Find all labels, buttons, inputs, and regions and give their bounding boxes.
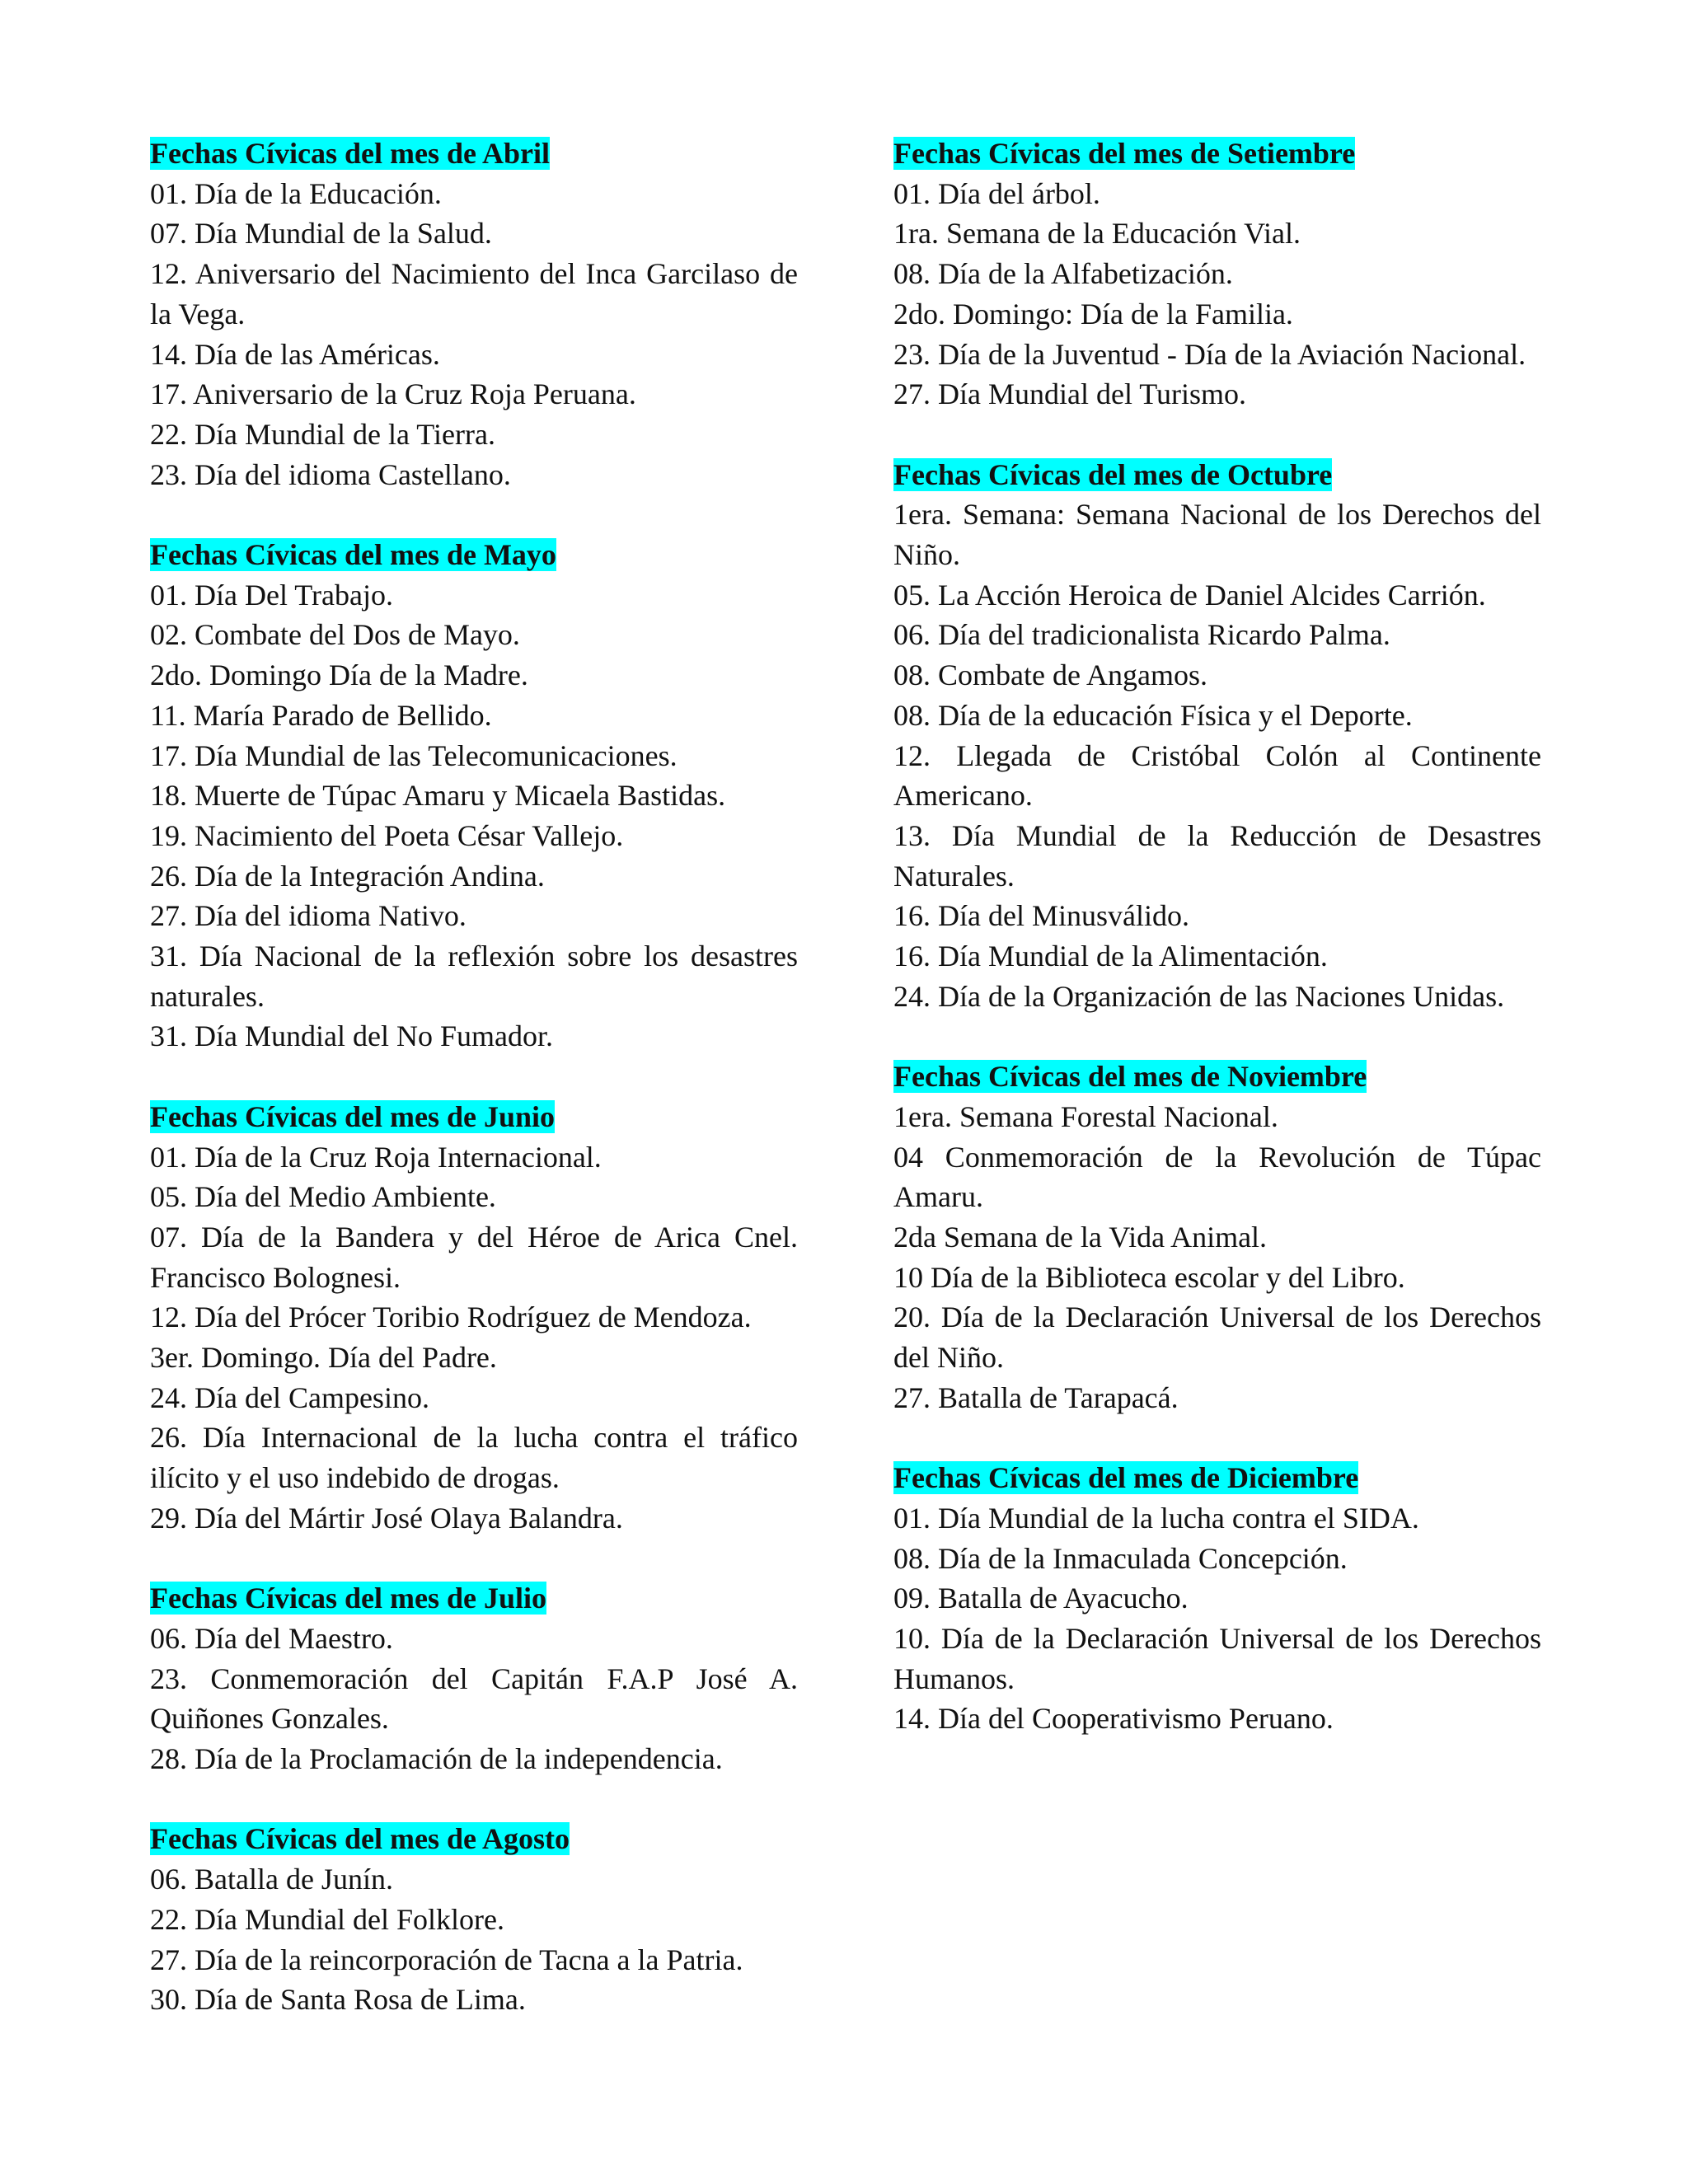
date-entry: 06. Día del Maestro. bbox=[150, 1621, 393, 1655]
date-entry: 02. Combate del Dos de Mayo. bbox=[150, 618, 520, 652]
date-list bbox=[893, 494, 1541, 1016]
section-heading bbox=[893, 455, 1541, 495]
section-heading bbox=[893, 1458, 1541, 1498]
section-heading bbox=[150, 1819, 798, 1859]
date-entry: 27. Día del idioma Nativo. bbox=[150, 899, 467, 933]
date-list bbox=[150, 1137, 798, 1539]
date-entry: 27. Batalla de Tarapacá. bbox=[893, 1380, 1179, 1414]
month-section bbox=[150, 134, 798, 494]
date-entry: 2do. Domingo: Día de la Familia. bbox=[893, 297, 1293, 330]
section-heading-text: Fechas Cívicas del mes de Abril bbox=[150, 137, 550, 170]
date-entry: 08. Combate de Angamos. bbox=[893, 658, 1207, 692]
date-entry: 01. Día Mundial de la lucha contra el SIDA. bbox=[893, 1501, 1419, 1535]
section-heading bbox=[150, 134, 798, 174]
date-entry: 2da Semana de la Vida Animal. bbox=[893, 1220, 1268, 1254]
date-entry: 09. Batalla de Ayacucho. bbox=[893, 1582, 1189, 1615]
date-entry: 07. Día de la Bandera y del Héroe de Arica Cnel. Francisco Bolognesi. bbox=[150, 1220, 798, 1294]
date-entry: 10. Día de la Declaración Universal de los Derechos Humanos. bbox=[893, 1621, 1541, 1695]
date-entry: 27. Día Mundial del Turismo. bbox=[893, 377, 1247, 411]
date-entry: 12. Día del Prócer Toribio Rodríguez de Mendoza. bbox=[150, 1301, 752, 1334]
date-entry: 1ra. Semana de la Educación Vial. bbox=[893, 217, 1301, 251]
month-section bbox=[893, 1057, 1541, 1418]
month-section bbox=[893, 455, 1541, 1017]
section-heading-text: Fechas Cívicas del mes de Agosto bbox=[150, 1822, 570, 1856]
date-entry: 31. Día Nacional de la reflexión sobre los desastres naturales. bbox=[150, 940, 798, 1013]
date-entry: 01. Día del árbol. bbox=[893, 176, 1100, 210]
date-entry: 30. Día de Santa Rosa de Lima. bbox=[150, 1983, 526, 2017]
date-entry: 08. Día de la Alfabetización. bbox=[893, 257, 1233, 291]
date-entry: 1era. Semana: Semana Nacional de los Derechos del Niño. bbox=[893, 498, 1541, 572]
date-entry: 06. Batalla de Junín. bbox=[150, 1863, 393, 1896]
date-entry: 23. Día de la Juventud - Día de la Aviación Nacional. bbox=[893, 337, 1526, 371]
date-entry: 29. Día del Mártir José Olaya Balandra. bbox=[150, 1501, 623, 1535]
section-heading-text: Fechas Cívicas del mes de Diciembre bbox=[893, 1461, 1359, 1495]
date-list bbox=[893, 174, 1541, 415]
month-section bbox=[150, 535, 798, 1057]
date-entry: 22. Día Mundial del Folklore. bbox=[150, 1902, 504, 1936]
date-entry: 05. La Acción Heroica de Daniel Alcides Carrión. bbox=[893, 578, 1486, 612]
date-entry: 17. Aniversario de la Cruz Roja Peruana. bbox=[150, 377, 636, 411]
date-entry: 04 Conmemoración de la Revolución de Túpac Amaru. bbox=[893, 1140, 1541, 1214]
date-entry: 27. Día de la reincorporación de Tacna a la Patria. bbox=[150, 1943, 743, 1976]
section-heading-text: Fechas Cívicas del mes de Julio bbox=[150, 1582, 546, 1615]
section-heading bbox=[893, 1057, 1541, 1097]
month-section bbox=[893, 1458, 1541, 1739]
date-entry: 31. Día Mundial del No Fumador. bbox=[150, 1019, 553, 1053]
date-entry: 19. Nacimiento del Poeta César Vallejo. bbox=[150, 818, 624, 852]
date-entry: 24. Día del Campesino. bbox=[150, 1380, 429, 1414]
date-list bbox=[150, 1859, 798, 2020]
date-entry: 12. Llegada de Cristóbal Colón al Continente Americano. bbox=[893, 738, 1541, 813]
date-list bbox=[150, 575, 798, 1057]
date-entry: 13. Día Mundial de la Reducción de Desastres Naturales. bbox=[893, 818, 1541, 893]
date-entry: 10 Día de la Biblioteca escolar y del Libro. bbox=[893, 1260, 1405, 1294]
date-entry: 01. Día de la Cruz Roja Internacional. bbox=[150, 1140, 602, 1174]
date-entry: 28. Día de la Proclamación de la independencia. bbox=[150, 1742, 723, 1776]
date-entry: 08. Día de la Inmaculada Concepción. bbox=[893, 1541, 1348, 1575]
date-entry: 1era. Semana Forestal Nacional. bbox=[893, 1099, 1278, 1133]
section-heading-text: Fechas Cívicas del mes de Noviembre bbox=[893, 1060, 1367, 1094]
date-entry: 17. Día Mundial de las Telecomunicaciones. bbox=[150, 738, 678, 772]
date-entry: 05. Día del Medio Ambiente. bbox=[150, 1180, 496, 1214]
date-entry: 16. Día del Minusválido. bbox=[893, 899, 1189, 933]
date-list bbox=[150, 174, 798, 495]
date-list bbox=[893, 1097, 1541, 1418]
date-entry: 08. Día de la educación Física y el Deporte. bbox=[893, 698, 1413, 732]
date-entry: 01. Día de la Educación. bbox=[150, 176, 442, 210]
date-entry: 26. Día de la Integración Andina. bbox=[150, 859, 545, 893]
date-entry: 07. Día Mundial de la Salud. bbox=[150, 217, 492, 251]
date-entry: 2do. Domingo Día de la Madre. bbox=[150, 658, 528, 692]
section-heading bbox=[150, 535, 798, 575]
date-entry: 12. Aniversario del Nacimiento del Inca Garcilaso de la Vega. bbox=[150, 257, 798, 330]
date-entry: 14. Día de las Américas. bbox=[150, 337, 440, 371]
date-entry: 3er. Domingo. Día del Padre. bbox=[150, 1341, 497, 1375]
left-column bbox=[150, 134, 798, 2060]
section-heading bbox=[150, 1097, 798, 1137]
section-heading-text: Fechas Cívicas del mes de Octubre bbox=[893, 457, 1333, 491]
date-entry: 22. Día Mundial de la Tierra. bbox=[150, 417, 495, 451]
section-heading-text: Fechas Cívicas del mes de Mayo bbox=[150, 538, 556, 572]
section-heading-text: Fechas Cívicas del mes de Setiembre bbox=[893, 137, 1356, 170]
month-section bbox=[893, 134, 1541, 415]
date-entry: 20. Día de la Declaración Universal de los Derechos del Niño. bbox=[893, 1301, 1541, 1375]
date-entry: 16. Día Mundial de la Alimentación. bbox=[893, 940, 1328, 973]
date-entry: 26. Día Internacional de la lucha contra el tráfico ilícito y el uso indebido de drogas. bbox=[150, 1421, 798, 1495]
date-entry: 23. Día del idioma Castellano. bbox=[150, 457, 511, 491]
month-section bbox=[150, 1578, 798, 1779]
date-entry: 14. Día del Cooperativismo Peruano. bbox=[893, 1702, 1334, 1736]
section-heading-text: Fechas Cívicas del mes de Junio bbox=[150, 1099, 555, 1133]
date-entry: 06. Día del tradicionalista Ricardo Palma. bbox=[893, 618, 1390, 652]
date-entry: 11. María Parado de Bellido. bbox=[150, 698, 492, 732]
month-section bbox=[150, 1097, 798, 1539]
date-list bbox=[893, 1498, 1541, 1739]
date-entry: 01. Día Del Trabajo. bbox=[150, 578, 393, 612]
right-column bbox=[893, 134, 1541, 1779]
date-entry: 23. Conmemoración del Capitán F.A.P José A. Quiñones Gonzales. bbox=[150, 1661, 798, 1736]
section-heading bbox=[150, 1578, 798, 1619]
date-list bbox=[150, 1619, 798, 1779]
month-section bbox=[150, 1819, 798, 2020]
section-heading bbox=[893, 134, 1541, 174]
date-entry: 18. Muerte de Túpac Amaru y Micaela Bastidas. bbox=[150, 779, 726, 813]
date-entry: 24. Día de la Organización de las Naciones Unidas. bbox=[893, 979, 1505, 1013]
